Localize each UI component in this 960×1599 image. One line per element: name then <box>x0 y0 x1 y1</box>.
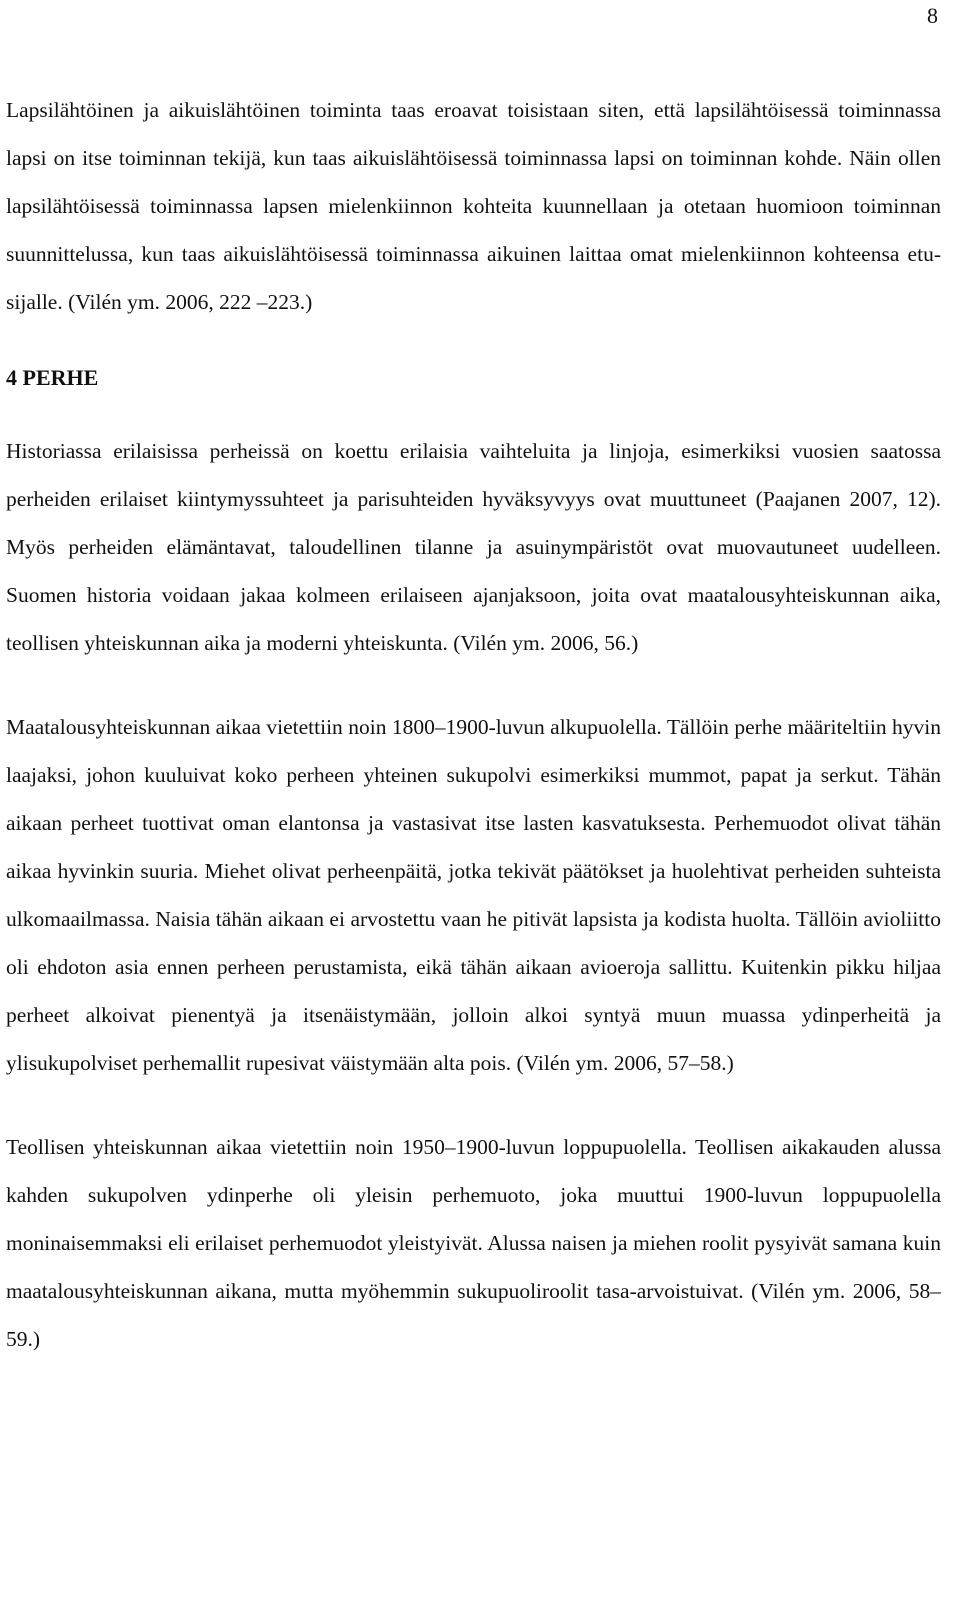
paragraph-child-led-activity: Lapsilähtöinen ja aikuislähtöinen toiminta taas eroavat toisistaan siten, että lapsilähtöisessä toiminnassa lapsi on itse toiminnan tekijä, kun taas aikuislähtöisessä toiminnassa lapsi on toiminnan kohde. Näin ollen lapsilähtöisessä toiminnassa lapsen mielenkiinnon kohteita kuunnellaan ja otetaan huomioon toiminnan suunnittelussa, kun taas aikuislähtöisessä toiminnassa aikuinen laittaa omat mielenkiinnon kohteensa etusijalle. (Vilén ym. 2006, 222 –223.) <box>6 98 941 314</box>
paragraph-agrarian-society: Maatalousyhteiskunnan aikaa vietettiin noin 1800–1900-luvun alkupuolella. Tällöin perhe määriteltiin hyvin laajaksi, johon kuuluivat koko perheen yhteinen sukupolvi esimerkiksi mummot, papat ja serkut. Tähän aikaan perheet tuottivat oman elantonsa ja vastasivat itse lasten kasvatuksesta. Perhemuodot olivat tähän aikaa hyvinkin suuria. Miehet olivat perheenpäitä, jotka tekivät päätökset ja huolehtivat perheiden suhteista ulkomaailmassa. Naisia tähän aikaan ei arvostettu vaan he pitivät lapsista ja kodista huolta. Tällöin avioliitto oli ehdoton asia ennen perheen perustamista, eikä tähän aikaan avioeroja sallittu. Kuitenkin pikku hiljaa perheet alkoivat pienentyä ja itsenäistymään, jolloin alkoi syntyä muun muassa ydinperheitä ja ylisukupolviset perhemallit rupesivat väistymään alta pois. (Vilén ym. 2006, 57–58.) <box>6 715 941 1075</box>
paragraph-family-history: Historiassa erilaisissa perheissä on koettu erilaisia vaihteluita ja linjoja, esimerkiksi vuosien saatossa perheiden erilaiset kiintymyssuhteet ja parisuhteiden hyväksyvyys ovat muuttuneet (Paajanen 2007, 12). Myös perheiden elämäntavat, taloudellinen tilanne ja asuinympäristöt ovat muovautuneet uudelleen. Suomen historia voidaan jakaa kolmeen erilaiseen ajanjaksoon, joita ovat maatalousyhteiskunnan aika, teollisen yhteiskunnan aika ja moderni yhteiskunta. (Vilén ym. 2006, 56.) <box>6 439 941 655</box>
document-body <box>6 86 941 1363</box>
paragraph-industrial-society: Teollisen yhteiskunnan aikaa vietettiin noin 1950–1900-luvun loppupuolella. Teollisen aikakauden alussa kahden sukupolven ydinperhe oli yleisin perhemuoto, joka muuttui 1900-luvun loppupuolella moninaisemmaksi eli erilaiset perhemuodot yleistyivät. Alussa naisen ja miehen roolit pysyivät samana kuin maatalousyhteiskunnan aikana, mutta myöhemmin sukupuoliroolit tasa-arvoistuivat. (Vilén ym. 2006, 58–59.) <box>6 1135 941 1351</box>
page-number: 8 <box>927 3 938 28</box>
section-heading: 4 PERHE <box>6 365 99 390</box>
